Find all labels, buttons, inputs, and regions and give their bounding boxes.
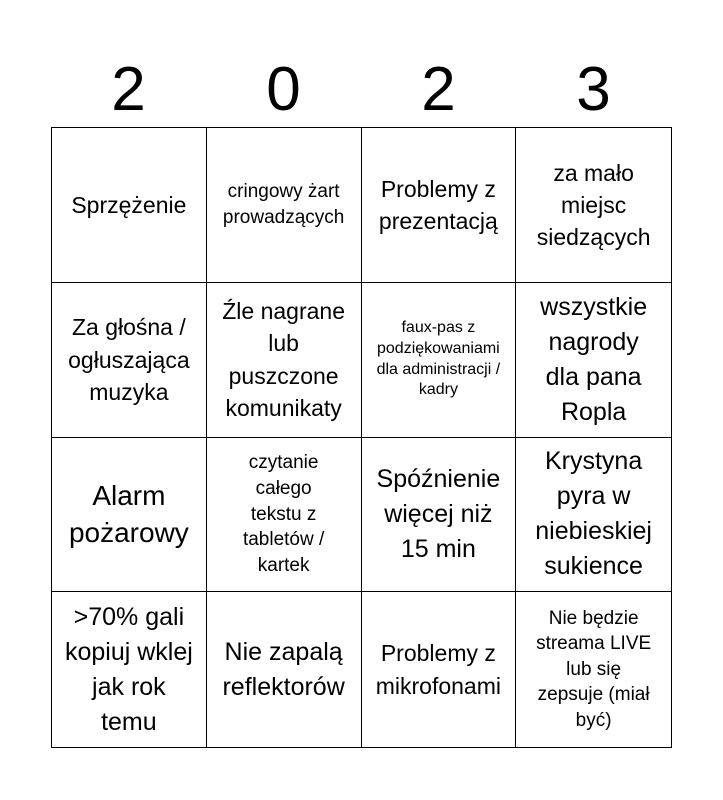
bingo-cell-text: za mało miejsc siedzących (536, 159, 651, 250)
bingo-cell[interactable] (207, 438, 362, 593)
bingo-cell-text: Alarm pożarowy (68, 479, 189, 549)
bingo-cell[interactable] (362, 128, 517, 283)
bingo-cell[interactable] (52, 438, 207, 593)
bingo-cell-text: Problemy z mikrofonami (375, 640, 501, 699)
bingo-cell[interactable] (207, 283, 362, 438)
bingo-cell[interactable] (362, 283, 517, 438)
bingo-cell-text: Krystyna pyra w niebieskiej sukience (535, 447, 652, 581)
bingo-cell-text: czytanie całego tekstu z tabletów / kartek (242, 452, 325, 576)
bingo-cell[interactable] (52, 128, 207, 283)
bingo-cell[interactable] (516, 128, 671, 283)
bingo-cell-text: Źle nagrane lub puszczone komunikaty (222, 298, 345, 421)
bingo-cell[interactable] (207, 128, 362, 283)
bingo-cell[interactable] (516, 438, 671, 593)
bingo-cell-text: Sprzężenie (71, 191, 187, 218)
bingo-cell-text: wszystkie nagrody dla pana Ropla (540, 292, 648, 426)
bingo-header (51, 52, 671, 128)
bingo-cell-text: Problemy z prezentacją (378, 175, 498, 234)
header-digit: 0 (266, 55, 301, 124)
bingo-cell-text: Nie zapalą reflektorów (222, 637, 345, 701)
bingo-cell-text: >70% gali kopiuj wklej jak rok temu (64, 602, 193, 736)
bingo-cell[interactable] (516, 592, 671, 747)
bingo-cell[interactable] (52, 283, 207, 438)
bingo-cell[interactable] (516, 283, 671, 438)
bingo-board (51, 127, 672, 748)
header-digit: 2 (421, 55, 456, 124)
header-digit: 3 (576, 55, 611, 124)
bingo-cell-text: Nie będzie streama LIVE lub się zepsuje (miał być) (536, 607, 652, 732)
bingo-cell[interactable] (362, 438, 517, 593)
bingo-cell-text: Spóźnienie więcej niż 15 min (376, 464, 501, 563)
bingo-cell[interactable] (207, 592, 362, 747)
bingo-cell[interactable] (362, 592, 517, 747)
bingo-cell-text: cringowy żart prowadzących (222, 181, 345, 228)
header-digit: 2 (111, 55, 146, 124)
bingo-cell[interactable] (52, 592, 207, 747)
bingo-cell-text: faux-pas z podziękowaniami dla administracji / kadry (376, 319, 501, 399)
bingo-cell-text: Za głośna / ogłuszająca muzyka (68, 314, 190, 405)
